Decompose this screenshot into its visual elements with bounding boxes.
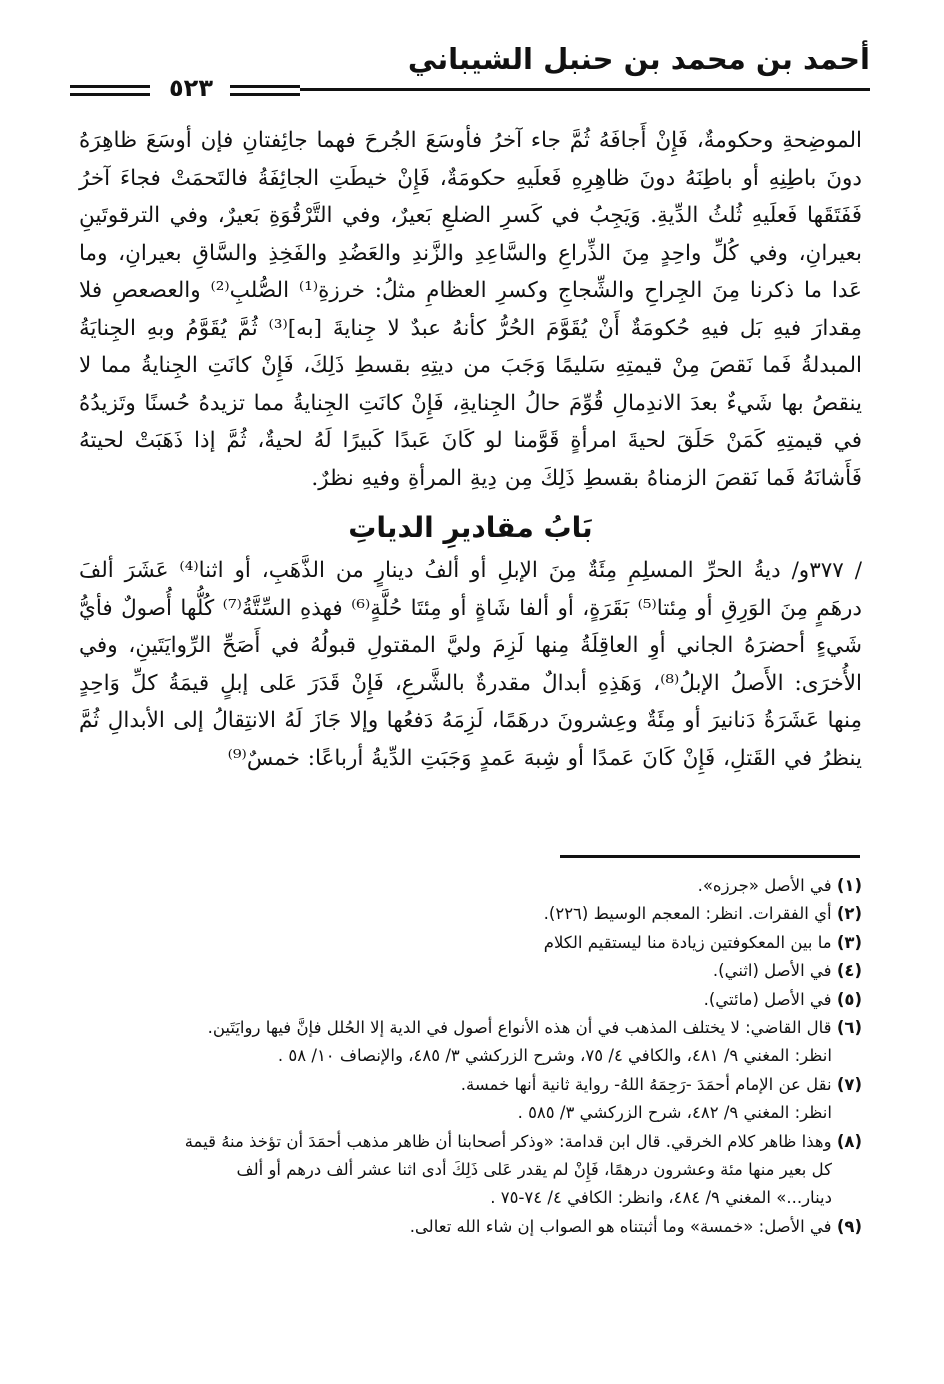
section-heading: بَابُ مقاديرِ الدياتِ xyxy=(348,511,593,544)
footnote-text: دينار...» المغني ٩/ ٤٨٤، وانظر: الكافي ٤/ ٧٤-٧٥ . xyxy=(490,1188,832,1208)
header-rule xyxy=(300,88,870,91)
footnote-number: (٣) xyxy=(836,932,862,952)
footnote-9 xyxy=(72,1213,862,1241)
footnote-text: وهذا ظاهر كلام الخرقي. قال ابن قدامة: «وذكر أصحابنا أن ظاهر مذهب أحمَدَ أن تؤخذ منهُ قيمة xyxy=(184,1131,832,1151)
paragraph-1: الموضِحةِ وحكومةٌ، فَإِنْ أَجافَهُ ثُمَّ جاء آخرُ فأوسَعَ الجُرحَ فهما جائِفتانِ فإن أوسَعَ ظاهِرَهُ دونَ باطِنِهِ أو باطِنَهُ دونَ ظاهِرِهِ فَعلَيهِ حكومَةٌ، فَإِنْ خيطَتِ الجائِفَةُ فالتَحمَتْ فجاءَ آخرُ فَفَتَقَها فَعلَيهِ ثُلثُ الدِّيةِ. وَيَجِبُ في كَسرِ الضلعِ بَعيرٌ، وفي التَّرْقُوَةِ بَعيرٌ، وفي الترقوتَينِ بعيرانِ، وفي كُلِّ واحِدٍ مِنَ الذِّراعِ والسَّاعِدِ والزَّندِ والعَضُدِ والفَخِذِ والسَّاقِ بعيرانِ، وما عَدا ما ذكرنا مِنَ الجِراحِ والشِّجاجِ وكسرِ العظامِ مثلُ: خرزةِ⁽¹⁾ الصُّلبِ⁽²⁾ والعصعصِ فلا مِقدارَ فيهِ بَل فيهِ حُكومَةٌ أَنْ يُقَوَّمَ الحُرُّ كأنهُ عبدٌ لا جِنايةَ [به]⁽³⁾ ثُمَّ يُقَوَّمُ وبهِ الجِنايَةُ المبدلةُ فَما نَقصَ مِنْ قيمتِهِ سَليمًا وَجَبَ من ديتِهِ بقسطِ ذَلِكَ، فَإِنْ كانَتِ الجِنايةُ مما لا ينقصُ بها شَيءٌ بعدَ الاندِمالِ قُوِّمَ حالُ الجِنايةِ، فَإِنْ كانَتِ الجِنايةُ مما تزيدهُ حُسنًا وتَزيدُهُ في قيمتِهِ كَمَنْ حَلَقَ لحيةَ امرأةٍ قَوَّمنا لو كَانَ عَبدًا كَبيرًا لَهُ لحيةٌ، ثُمَّ إذا ذَهَبَتْ لحيتهُ فَأَشانَهُ فَما نَقصَ الزمناهُ بقسطِ ذَلِكَ مِن دِيةِ المرأةِ وفيهِ نظرٌ. xyxy=(79,128,862,491)
footnote-number: (٨) xyxy=(836,1131,862,1151)
footnote-8-line-2 xyxy=(72,1156,862,1184)
footnote-4 xyxy=(72,957,862,985)
header-double-rule-left xyxy=(70,85,150,96)
footnote-1 xyxy=(72,872,862,900)
page-header xyxy=(70,40,870,110)
footnote-2 xyxy=(72,900,862,928)
footnote-text: قال القاضي: لا يختلف المذهب في أن هذه الأنواع أصول في الدية إلا الحُلل فإنَّ فيها روايَتَين. xyxy=(207,1018,832,1038)
footnote-8 xyxy=(72,1128,862,1156)
main-text xyxy=(79,122,862,777)
footnote-7-reference xyxy=(72,1099,862,1127)
footnote-text: انظر: المغني ٩/ ٤٨١، والكافي ٤/ ٧٥، وشرح الزركشي ٣/ ٤٨٥، والإنصاف ١٠/ ٥٨ . xyxy=(277,1046,832,1066)
footnote-text: كل بعير منها مئة وعشرون درهمًا، فَإِنْ لم يقدر عَلى ذَلِكَ أدى اثنا عشر ألف درهم أو ألف xyxy=(236,1160,832,1180)
footnotes xyxy=(72,872,862,1241)
footnote-7 xyxy=(72,1071,862,1099)
footnote-text: في الأصل: «خمسة» وما أثبتناه هو الصواب إن شاء الله تعالى. xyxy=(409,1216,832,1236)
footnote-text: أي الفقرات. انظر: المعجم الوسيط (٢٢٦). xyxy=(543,904,832,924)
footnote-number: (٦) xyxy=(836,1018,862,1038)
page-number: ٥٢٣ xyxy=(169,74,213,102)
header-double-rule-right xyxy=(230,85,300,96)
paragraph-2: / ٣٧٧و/ ديةُ الحرِّ المسلِمِ مِئَةٌ مِنَ الإبلِ أو ألفُ دينارٍ من الذَّهَبِ، أو اثنا⁽⁴⁾ عَشَرَ ألفَ درهَمٍ مِنَ الوَرِقِ أو مِئتا⁽⁵⁾ بَقَرَةٍ، أو ألفا شَاةٍ أو مِئتَا حُلَّةٍ⁽⁶⁾ فهذهِ السِّتَّةُ⁽⁷⁾ كُلُّها أُصولٌ فأيُّ شَيءٍ أحضرَهُ الجاني أوِ العاقِلَةُ مِنها لَزِمَ وليَّ المقتولِ قبولُهُ في أَصَحِّ الرِّوايَتَينِ، وفي الأُخرَى: الأَصلُ الإبلُ⁽⁸⁾، وَهَذِهِ أبدالٌ مقدرةٌ بالشَّرعِ، فَإِنْ قَدَرَ عَلى إبلٍ قيمَةُ كلِّ وَاحِدٍ مِنها عَشَرَةُ دَنانيرَ أو مِئَةٌ وعِشرونَ درهَمًا، لَزِمَهُ دَفعُها وإلا جَازَ لَهُ الانتِقالُ إلى الأبدالِ ثُمَّ ينظرُ في القَتلِ، فَإِنْ كَانَ عَمدًا أو شِبهَ عَمدٍ وَجَبَتِ الدِّيةُ أرباعًا: خمسٌ⁽⁹⁾ xyxy=(79,558,862,771)
footnote-5 xyxy=(72,986,862,1014)
footnote-text: في الأصل (اثني). xyxy=(712,961,832,981)
footnote-text: في الأصل (مائتي). xyxy=(703,989,832,1009)
footnote-number: (١) xyxy=(836,876,862,895)
footnote-3 xyxy=(72,929,862,957)
footnote-number: (٥) xyxy=(836,989,862,1009)
footnote-number: (٧) xyxy=(836,1074,862,1094)
footnote-number: (٢) xyxy=(836,904,862,924)
footnote-text: ما بين المعكوفتين زيادة منا ليستقيم الكلام xyxy=(543,932,832,952)
footnote-text: نقل عن الإمام أحمَدَ -رَحِمَهُ اللهُ- رواية ثانية أنها خمسة. xyxy=(460,1074,832,1094)
footnote-8-line-3 xyxy=(72,1184,862,1212)
footnote-6 xyxy=(72,1014,862,1042)
footnote-separator xyxy=(560,855,860,858)
footnote-number: (٤) xyxy=(836,961,862,981)
page-number-block xyxy=(70,74,300,106)
running-title: أحمد بن محمد بن حنبل الشيباني xyxy=(407,42,870,76)
footnote-number: (٩) xyxy=(836,1216,862,1236)
footnote-6-reference xyxy=(72,1042,862,1070)
footnote-text: انظر: المغني ٩/ ٤٨٢، شرح الزركشي ٣/ ٥٨٥ . xyxy=(517,1103,832,1123)
footnote-text: في الأصل «جرزه». xyxy=(697,876,832,895)
